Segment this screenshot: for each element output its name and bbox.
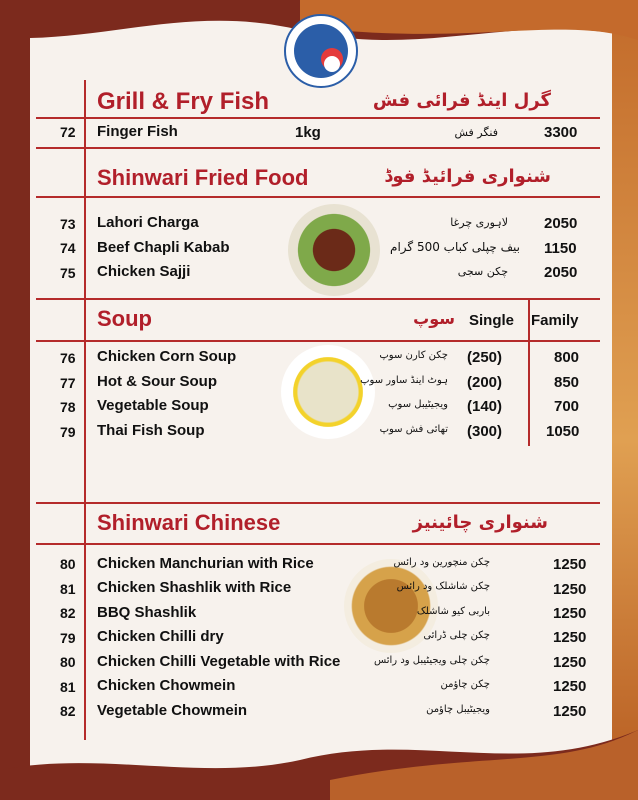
divider <box>36 340 600 342</box>
column-divider-family <box>528 300 530 446</box>
chef-icon <box>324 56 340 72</box>
item-name: Chicken Manchurian with Rice <box>97 555 314 572</box>
section-title-soup-urdu: سوپ <box>413 309 455 328</box>
item-family-price: 800 <box>554 349 580 366</box>
item-price: 1250 <box>553 605 587 622</box>
item-name-urdu: ہوٹ اینڈ ساور سوپ <box>360 375 448 386</box>
divider <box>36 502 600 504</box>
item-price: 3300 <box>544 124 578 141</box>
item-price: 1250 <box>553 703 587 720</box>
item-number: 78 <box>60 399 76 415</box>
divider <box>36 196 600 198</box>
divider <box>36 298 600 300</box>
item-name-urdu: فنگر فش <box>454 126 498 139</box>
item-number: 82 <box>60 703 76 719</box>
item-name: Chicken Shashlik with Rice <box>97 579 292 596</box>
section-title-grill-urdu: گرل اینڈ فرائی فش <box>372 90 551 111</box>
section-title-chinese: Shinwari Chinese <box>97 510 281 535</box>
item-single-price: (300) <box>467 423 503 440</box>
divider <box>36 147 600 149</box>
soup-bowl-image <box>281 345 375 439</box>
item-number: 72 <box>60 124 76 140</box>
item-name: Chicken Corn Soup <box>97 348 237 365</box>
column-header-single: Single <box>469 312 515 329</box>
item-name-urdu: لاہوری چرغا <box>450 216 508 229</box>
item-single-price: (200) <box>467 374 503 391</box>
item-number: 79 <box>60 630 76 646</box>
item-number: 80 <box>60 654 76 670</box>
section-title-fried: Shinwari Fried Food <box>97 165 309 190</box>
item-name: Chicken Chowmein <box>97 677 236 694</box>
item-price: 1250 <box>553 556 587 573</box>
item-price: 1250 <box>553 654 587 671</box>
item-name-urdu: چکن چاؤمن <box>440 679 490 690</box>
item-number: 73 <box>60 216 76 232</box>
restaurant-logo <box>284 14 358 88</box>
item-price: 1250 <box>553 678 587 695</box>
item-price: 2050 <box>544 215 578 232</box>
section-title-grill: Grill & Fry Fish <box>97 88 270 115</box>
item-name-urdu: چکن سجی <box>457 265 508 278</box>
item-number: 76 <box>60 350 76 366</box>
section-title-soup: Soup <box>97 306 152 331</box>
item-family-price: 1050 <box>546 423 580 440</box>
item-name: Hot & Sour Soup <box>97 373 217 390</box>
item-name: Chicken Chilli Vegetable with Rice <box>97 653 341 670</box>
item-name: BBQ Shashlik <box>97 604 197 621</box>
item-name: Vegetable Chowmein <box>97 702 248 719</box>
item-number: 75 <box>60 265 76 281</box>
item-family-price: 850 <box>554 374 580 391</box>
divider <box>36 117 600 119</box>
item-number: 74 <box>60 240 76 256</box>
logo-emblem <box>294 24 348 78</box>
item-number: 77 <box>60 375 76 391</box>
column-header-family: Family <box>531 312 579 329</box>
item-quantity: 1kg <box>295 124 321 141</box>
item-number: 81 <box>60 581 76 597</box>
item-name: Finger Fish <box>97 123 178 140</box>
item-family-price: 700 <box>554 398 580 415</box>
item-name-urdu: چکن منچورین ود رائس <box>393 557 490 568</box>
item-name: Beef Chapli Kabab <box>97 239 230 256</box>
item-name-urdu: ویجیٹیبل چاؤمن <box>426 704 490 715</box>
item-name: Thai Fish Soup <box>97 422 205 439</box>
item-name-urdu: بیف چپلی کباب 500 گرام <box>390 240 520 254</box>
column-divider-left <box>84 80 86 740</box>
divider <box>36 543 600 545</box>
item-single-price: (250) <box>467 349 503 366</box>
item-name: Lahori Charga <box>97 214 199 231</box>
section-title-chinese-urdu: شنواری چائینیز <box>412 512 548 533</box>
item-number: 81 <box>60 679 76 695</box>
item-name-urdu: تھائی فش سوپ <box>379 424 448 435</box>
item-number: 80 <box>60 556 76 572</box>
bottom-swoosh <box>0 720 638 800</box>
item-price: 1150 <box>544 240 577 257</box>
item-name: Chicken Chilli dry <box>97 628 224 645</box>
item-price: 1250 <box>553 629 587 646</box>
item-name-urdu: چکن چلی ڈرائی <box>423 630 490 641</box>
item-price: 2050 <box>544 264 578 281</box>
item-name-urdu: چکن شاشلک ود رائس <box>396 581 490 592</box>
item-price: 1250 <box>553 581 587 598</box>
item-name-urdu: باربی کیو شاشلک <box>416 606 490 617</box>
section-title-fried-urdu: شنواری فرائیڈ فوڈ <box>384 166 551 187</box>
item-name: Vegetable Soup <box>97 397 209 414</box>
item-number: 82 <box>60 605 76 621</box>
item-single-price: (140) <box>467 398 503 415</box>
item-name-urdu: چکن کارن سوپ <box>379 350 448 361</box>
item-name-urdu: چکن چلی ویجیٹیبل ود رائس <box>374 655 490 666</box>
item-number: 79 <box>60 424 76 440</box>
item-name-urdu: ویجیٹیبل سوپ <box>388 399 448 410</box>
item-name: Chicken Sajji <box>97 263 191 280</box>
charga-dish-image <box>288 204 380 296</box>
